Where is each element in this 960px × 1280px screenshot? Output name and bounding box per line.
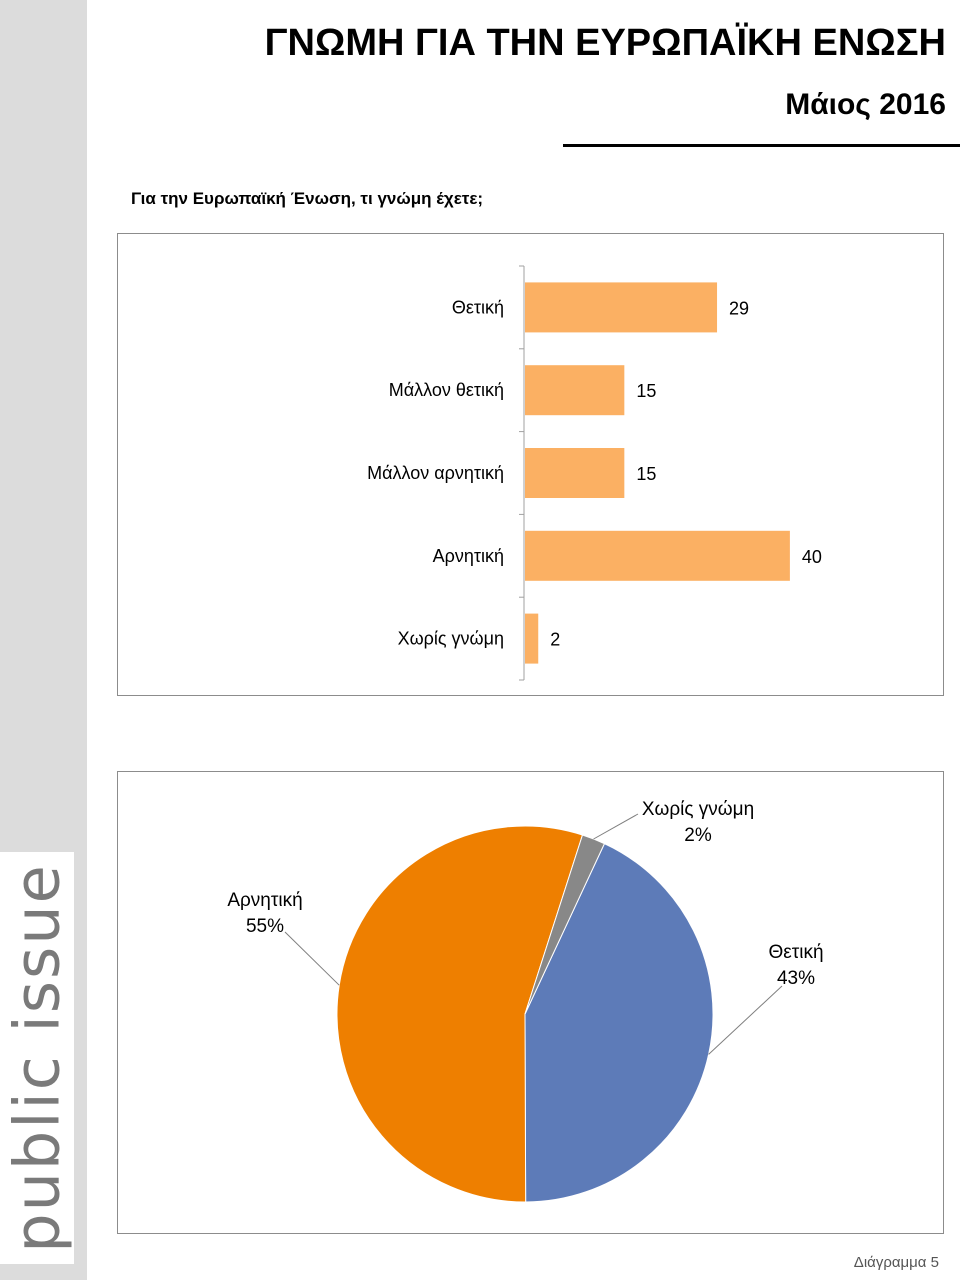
bar-category-label: Χωρίς γνώμη (397, 628, 504, 649)
pie-leader-line (709, 986, 782, 1054)
bar-value-label: 15 (636, 381, 657, 402)
pie-leader-line (285, 932, 339, 985)
bar-chart (118, 234, 945, 697)
bar-value-label: 15 (636, 464, 657, 484)
figure-caption: Διάγραμμα 5 (853, 1254, 939, 1271)
pie-label-no-opinion: Χωρίς γνώμη (641, 799, 755, 820)
pie-leader-line (594, 814, 638, 839)
title-divider (563, 144, 960, 147)
brand-logo-text: public issue (0, 863, 74, 1253)
sidebar (0, 0, 87, 1280)
page-date: Μάιος 2016 (785, 88, 946, 121)
pie-label-negative-value: 55% (245, 916, 285, 937)
bar-value-label: 2 (550, 629, 561, 650)
bar-1 (525, 282, 717, 332)
bar-4 (525, 531, 790, 581)
pie-chart-panel (117, 771, 944, 1234)
bar-2 (525, 365, 624, 415)
pie-label-positive: Θετική (768, 942, 824, 963)
page-title: ΓΝΩΜΗ ΓΙΑ ΤΗΝ ΕΥΡΩΠΑΪΚΗ ΕΝΩΣΗ (264, 22, 946, 64)
pie-label-negative: Αρνητική (227, 890, 303, 911)
pie-label-no-opinion-value: 2% (684, 825, 712, 846)
bar-chart-panel (117, 233, 944, 696)
pie-label-positive-value: 43% (776, 968, 816, 989)
survey-question: Για την Ευρωπαϊκή Ένωση, τι γνώμη έχετε; (131, 189, 484, 208)
bar-category-label: Αρνητική (432, 545, 504, 566)
bar-category-label: Μάλλον θετική (388, 380, 504, 401)
bar-value-label: 40 (801, 546, 822, 567)
bar-3 (525, 448, 624, 498)
pie-chart (118, 772, 945, 1235)
brand-logo (0, 852, 74, 1264)
bar-value-label: 29 (729, 298, 750, 319)
bar-category-label: Θετική (451, 297, 504, 318)
bar-category-label: Μάλλον αρνητική (367, 463, 504, 483)
bar-5 (525, 614, 538, 664)
